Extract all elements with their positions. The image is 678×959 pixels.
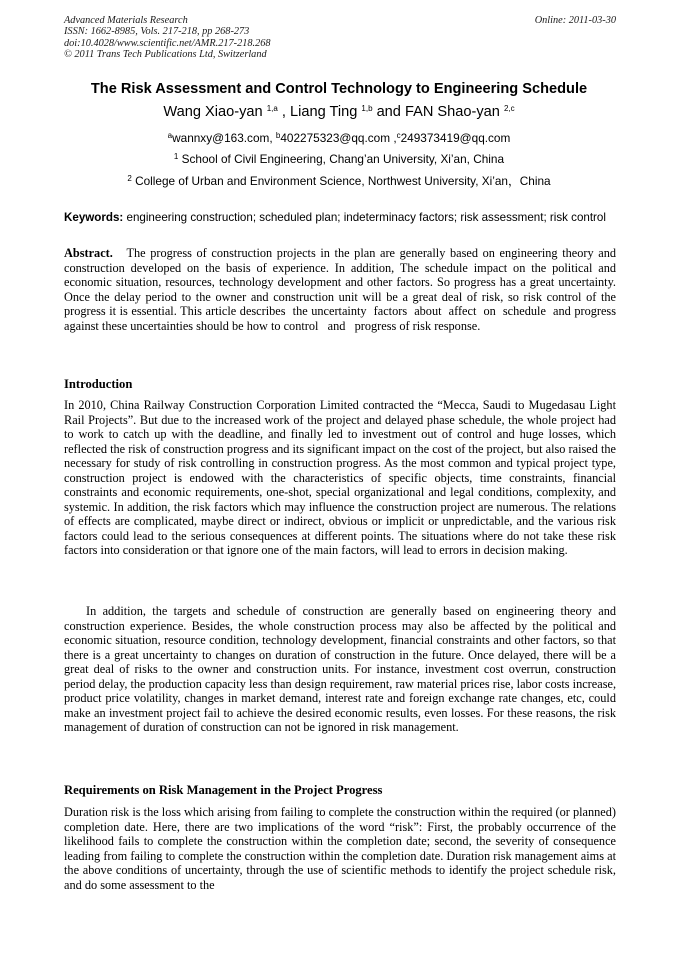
copyright-line: © 2011 Trans Tech Publications Ltd, Switzerland — [64, 48, 267, 60]
journal-header — [64, 15, 616, 60]
affiliation-2 — [0, 174, 678, 189]
author-3-affil: 2,c — [503, 104, 515, 113]
author-2: , Liang Ting — [277, 104, 362, 120]
affiliation-2-marker: 2 — [127, 174, 132, 183]
author-emails — [0, 131, 678, 146]
affiliation-2-text: College of Urban and Environment Science, Northwest University, Xi’an，China — [131, 174, 551, 188]
journal-name: Advanced Materials Research — [64, 15, 188, 26]
issn-line: ISSN: 1662-8985, Vols. 217-218, pp 268-273 — [64, 26, 250, 38]
abstract-label: Abstract. — [64, 246, 113, 260]
abstract-text: The progress of construction projects in the plan are generally based on engineering theory and construction developed on the basis of experience. In addition, The schedule impact on the political and economic situation, resources, technology development and other factors. So progress has a great uncertainty. Once the delay period to the owner and construction unit will be a great deal of risk, so risk control of the progress it is essential. This article describes the uncertainty factors about affect on schedule and progress against these uncertainties should be how to control and progress of risk response. — [64, 246, 620, 333]
introduction-paragraph-2: In addition, the targets and schedule of construction are generally based on engineering theory and construction experience. Besides, the whole construction process may also be affected by the political and economic situation, resource condition, technology development, financial constraints and other factors, so that there is a great uncertainty to changes on duration of construction in the future. Once delayed, there will be a great deal of risks to the owner and construction units. For instance, investment cost overrun, construction period delay, the production capacity less than design requirement, raw material prices rise, labor costs increase, product price volatility, changes in market demand, interest rate and foreign exchange rate changes, etc, could make an investment project fail to achieve the desired economic results, even losses. For these reasons, the risk management of duration of construction can not be ignored in risk management. — [64, 604, 617, 735]
requirements-paragraph-1: Duration risk is the loss which arising from failing to complete the construction within the required (or planned) completion date. Here, there are two implications of the word “risk”: First, the probably occurrence of the likelihood fails to complete the construction within the completion date; second, the severity of consequence leading from failing to complete the construction within the completion date. Duration risk management aims at the above conditions of uncertainty, through the use of scientific methods to identify the project schedule risk, and do some assessment to the — [64, 805, 616, 892]
email-a-marker: a — [167, 131, 173, 140]
author-1-affil: 1,a — [266, 104, 278, 113]
introduction-heading: Introduction — [64, 377, 133, 391]
affiliation-1-marker: 1 — [173, 152, 179, 161]
author-list — [0, 103, 678, 121]
affiliation-1 — [0, 152, 678, 167]
introduction-paragraph-1: In 2010, China Railway Construction Corporation Limited contracted the “Mecca, Saudi to Mugedasau Light Rail Projects”. But due to the increased work of the project and delayed phase schedule, the whole project had to work to catch up with the deadline, and finally led to investment out of control and huge losses, which reflected the risk of construction progress and its significant impact on the cost of the project, but also raised the necessary for study of risk controlling in construction progress. As the most common and typical project type, construction project is endowed with the characteristics of specific objects, time constraints, financial constraints and economic requirements, one-shot, special organizational and legal conditions, complexity, and systemic. In addition, the risk factors which may influence the construction project are numerous. The relations of effects are complicated, maybe direct or indirect, obvious or implicit or unpredictable, and the various risk factors could lead to the serious consequences at different points. The situations where do not take these risk factors into consideration or that ignore one of the main factors, will lead to errors in decision making. — [64, 398, 616, 558]
keywords-text: engineering construction; scheduled plan; indeterminacy factors; risk assessment; risk control — [123, 211, 606, 224]
email-b-marker: b — [275, 131, 281, 140]
author-2-affil: 1,b — [361, 104, 373, 113]
email-a: wannxy@163.com, — [172, 131, 276, 145]
paper-title: The Risk Assessment and Control Technology to Engineering Schedule — [90, 81, 588, 97]
doi-line: doi:10.4028/www.scientific.net/AMR.217-218.268 — [64, 37, 271, 49]
abstract — [64, 246, 620, 333]
email-c: 249373419@qq.com — [400, 131, 511, 145]
email-c-marker: c — [396, 131, 401, 140]
affiliation-1-text: School of Civil Engineering, Chang’an University, Xi’an, China — [178, 152, 505, 166]
requirements-heading: Requirements on Risk Management in the Project Progress — [64, 783, 383, 797]
keywords — [64, 211, 616, 224]
keywords-label: Keywords: — [64, 211, 124, 224]
author-1: Wang Xiao-yan — [163, 104, 267, 120]
online-date: Online: 2011-03-30 — [534, 15, 616, 26]
author-3: and FAN Shao-yan — [372, 104, 504, 120]
email-b: 402275323@qq.com , — [280, 131, 397, 145]
